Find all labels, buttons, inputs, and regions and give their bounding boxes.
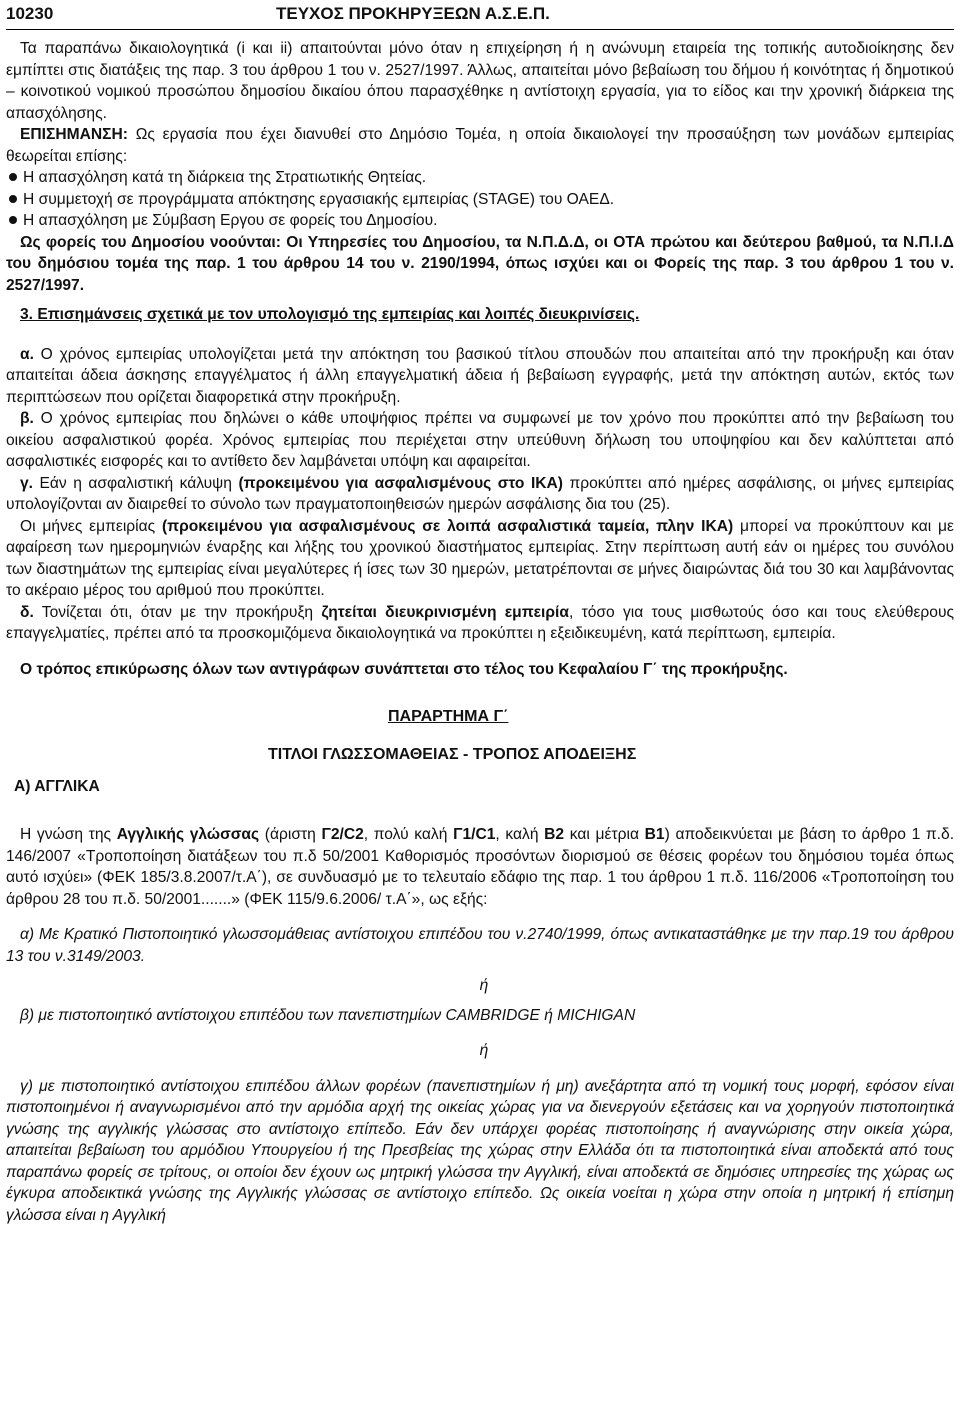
item-text: μπορεί να προκύπτουν και με αφαίρεση των ημερομηνιών έναρξης και λήξης του χρονικού διαστήματος εμπειρίας. Στην περίπτωση αυτή εάν οι ημέρες του συνόλου των διαστημάτων της εμπειρίας είναι μεγαλύτερες ή ίσες των 30 ημερών, μετατρέπονται σε μήνες διαιρώντας διά του 30 και λαμβάνοντας το ακέραιο μέρος του αριθμού που προκύπτει. [6,517,954,599]
paragraph-supporting-documents: Τα παραπάνω δικαιολογητικά (i και ii) απαιτούνται μόνο όταν η επιχείρηση ή η ανώνυμη εταιρεία της τοπικής αυτοδιοίκησης δεν εμπίπτει στις διατάξεις της παρ. 3 του άρθρου 1 του ν. 2527/1997. Άλλως, απαιτείται μόνο βεβαίωση του δήμου ή κοινότητας ή δημοτικού – κοινοτικού νομικού προσώπου δημοσίου δικαίου όπου παρασχέθηκε η αντίστοιχη εργασία, για το είδος και την χρονική διάρκεια της απασχόλησης. [6,40,954,122]
option-b: β) με πιστοποιητικό αντίστοιχου επιπέδου των πανεπιστημίων CAMBRIDGE ή MICHIGAN [20,1006,636,1024]
bullet-item [6,210,954,232]
item-text: Ο χρόνος εμπειρίας που δηλώνει ο κάθε υποψήφιος πρέπει να συμφωνεί με τον χρόνο που προκύπτει από την βεβαίωση του οικείου ασφαλιστικού φορέα. Χρόνος εμπειρίας που περιέχεται στην υπεύθυνη δήλωση του υποψηφίου και δεν καλύπτεται από ασφαλιστικές εισφορές και το αντίθετο δεν λαμβάνεται υπόψη και αφαιρείται. [6,410,954,470]
note-text: Ως εργασία που έχει διανυθεί στο Δημόσιο Τομέα, η οποία δικαιολογεί την προσαύξηση των μονάδων εμπειρίας θεωρείται επίσης: [6,126,954,165]
item-text: Ο χρόνος εμπειρίας υπολογίζεται μετά την απόκτηση του βασικού τίτλου σπουδών που απαιτείται από την προκήρυξη και όταν απαιτείται άδεια άσκησης επαγγέλματος ή άλλη επαγγελματική άδεια ή βεβαίωση εγγραφής, μετά την απόκτηση αυτών, εκτός των περιπτώσεων που ορίζεται διαφορετικά στην προκήρυξη. [6,345,954,406]
bold-run: Αγγλικής γλώσσας [116,826,260,843]
item-label: γ. [20,474,34,492]
text-run: και μέτρια [564,826,645,843]
or-separator: ή [479,977,489,994]
text-run: , καλή [495,826,545,843]
closing-statement: Ο τρόπος επικύρωσης όλων των αντιγράφων συνάπτεται στο τέλος του Κεφαλαίου Γ΄ της προκήρυξης. [20,660,788,678]
text-run: (άριστη [259,826,322,843]
bullet-text: Η συμμετοχή σε προγράμματα απόκτησης εργασιακής εμπειρίας (STAGE) του ΟΑΕΔ. [23,190,615,208]
item-label: β. [20,410,34,427]
item-bold-text: ζητείται διευκρινισμένη εμπειρία [321,603,569,621]
bullet-text: Η απασχόληση με Σύμβαση Εργου σε φορείς του Δημοσίου. [23,212,438,229]
document-page [6,0,954,1226]
paragraph-b [6,408,954,473]
bullet-text: Η απασχόληση κατά τη διάρκεια της Στρατιωτικής Θητείας. [23,169,427,186]
option-a: α) Με Κρατικό Πιστοποιητικό γλωσσομάθειας αντίστοιχου επιπέδου του ν.2740/1999, όπως αντικαταστάθηκε με την παρ.19 του άρθρου 13 του ν.3149/2003. [6,926,954,965]
item-label: δ. [20,603,34,621]
bold-run: Β1 [644,826,665,843]
option-c: γ) με πιστοποιητικό αντίστοιχου επιπέδου άλλων φορέων (πανεπιστημίων ή μη) ανεξάρτητα από τη νομική τους μορφή, εφόσον είναι πιστοποιημένοι ή αναγνωρισμένοι από την αρμόδια αρχή της οικείας χώρας για να διενεργούν εξετάσεις και να χορηγούν πιστοποιητικά γνώσης της αγγλικής γλώσσας στο αντίστοιχο επίπεδο. Εάν δεν υπάρχει φορέας πιστοποίησης ή αναγνώρισης στην οικεία χώρα, απαιτείται βεβαίωση του αρμόδιου Υπουργείου ή της Πρεσβείας της χώρας στην Ελλάδα ότι τα πιστοποιητικά είναι αποδεκτά από τους παραπάνω φορείς σε τρίτους, οι οποίοι δεν έχουν ως μητρική γλώσσα την Αγγλική, είναι αποδεκτά σε δημόσιες υπηρεσίες της χώρας ως έγκυρα αποδεικτικά γνώσης της Αγγλικής γλώσσας σε αντίστοιχο επίπεδο. Ως οικεία νοείται η χώρα στην οποία η μητρική ή επίσημη γλώσσα είναι η Αγγλική [6,1077,954,1224]
item-text: Οι μήνες εμπειρίας [20,517,162,535]
text-run: Η γνώση της [20,826,117,843]
text-run: , πολύ καλή [363,826,454,843]
bold-run: Β2 [544,826,565,843]
bullet-item [6,189,954,211]
paragraph-d [6,602,954,645]
text-run: ) αποδεικνύεται με βάση το άρθρο 1 π.δ. 146/2007 «Τροποποίηση διατάξεων του π.δ 50/2001 Καθορισμός προσόντων διορισμού σε θέσεις φορέων του δημόσιου τομέα όπως αυτό ισχύει» (ΦΕΚ 185/3.8.2007/τ.Α΄), σε συνδυασμό με το τελευταίο εδάφιο της παρ. 1 του άρθρου 1 π.δ. 116/2006 «Τροποποίηση του άρθρου 28 του π.δ. 50/2001.......» (ΦΕΚ 115/9.6.2006/ τ.Α΄», ως εξής: [6,826,955,908]
bullet-dot-icon [9,173,17,181]
bold-run: Γ1/C1 [453,826,496,843]
section-english-heading: Α) ΑΓΓΛΙΚΑ [14,778,100,795]
item-bold-text: (προκειμένου για ασφαλισμένους σε λοιπά ασφαλιστικά ταμεία, πλην ΙΚΑ) [161,517,734,535]
english-paragraph [6,824,954,910]
bold-run: Γ2/C2 [321,826,364,843]
or-separator: ή [479,1042,489,1059]
page-header [6,3,954,29]
annex-title: ΠΑΡΑΡΤΗΜΑ Γ΄ [388,708,509,725]
item-text: προκύπτει από ημέρες ασφάλισης, οι μήνες εμπειρίας υπολογίζονται αν διαιρεθεί το σύνολο των πραγματοποιηθεισών ημερών ασφάλισης δια του (25). [6,474,954,513]
annex-subtitle: ΤΙΤΛΟΙ ΓΛΩΣΣΟΜΑΘΕΙΑΣ - ΤΡΟΠΟΣ ΑΠΟΔΕΙΞΗΣ [268,746,637,763]
note-paragraph [6,124,954,167]
item-bold-text: (προκειμένου για ασφαλισμένους στο ΙΚΑ) [238,474,563,492]
paragraph-a [6,344,954,409]
bullet-dot-icon [9,195,17,203]
header-rule [6,29,954,30]
public-bodies-definition: Ως φορείς του Δημοσίου νοούνται: Οι Υπηρεσίες του Δημοσίου, τα Ν.Π.Δ.Δ, οι ΟΤΑ πρώτου και δεύτερου βαθμού, τα Ν.Π.Ι.Δ του δημόσιου τομέα της παρ. 1 του άρθρου 14 του ν. 2190/1994, όπως ισχύει και οι Φορείς της παρ. 3 του άρθρου 1 του ν. 2527/1997. [6,233,954,294]
page-number: 10230 [6,4,54,23]
bullet-item [6,167,954,189]
paragraph-c [6,473,954,516]
item-text: Εάν η ασφαλιστική κάλυψη [33,474,239,492]
annex-header [6,680,954,810]
journal-title: ΤΕΥΧΟΣ ΠΡΟΚΗΡΥΞΕΩΝ Α.Σ.Ε.Π. [276,4,550,23]
section-3-heading: 3. Επισημάνσεις σχετικά με τον υπολογισμό της εμπειρίας και λοιπές διευκρινίσεις. [20,306,640,323]
item-label: α. [20,345,34,363]
item-text: , τόσο για τους μισθωτούς όσο και τους ελεύθερους επαγγελματίες, πρέπει από τα προσκομιζόμενα δικαιολογητικά να προκύπτει η εξειδικευμένη, κατά περίπτωση, εμπειρία. [6,603,955,642]
item-text: Τονίζεται ότι, όταν με την προκήρυξη [33,603,322,621]
note-label: ΕΠΙΣΗΜΑΝΣΗ: [20,126,128,143]
bullet-dot-icon [9,216,17,224]
paragraph-c2 [6,516,954,602]
